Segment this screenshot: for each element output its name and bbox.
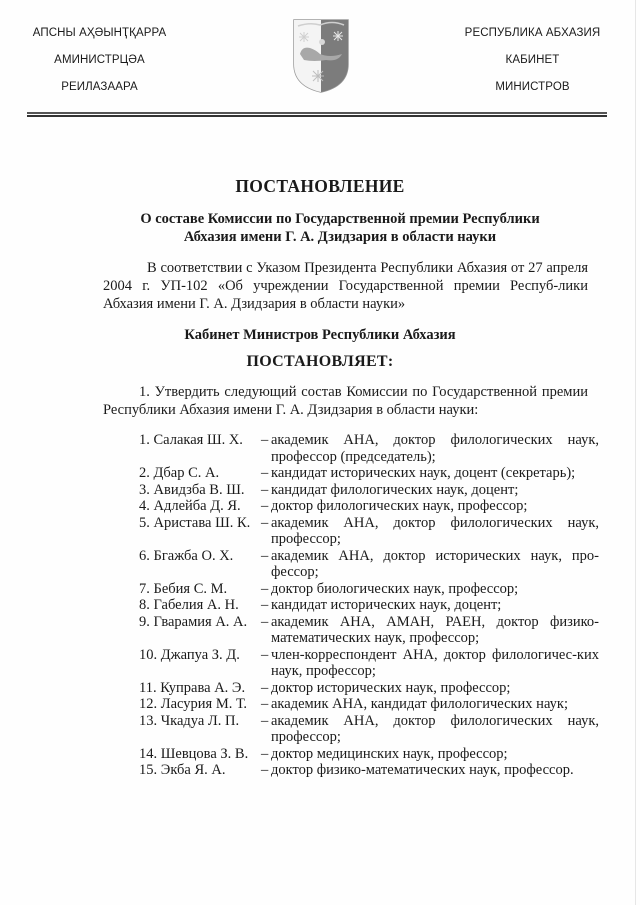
member-name: 5. Аристава Ш. К. — [139, 514, 251, 531]
decree-heading: ПОСТАНОВЛЯЕТ: — [246, 353, 394, 370]
member-row — [139, 548, 599, 581]
member-description: – академик АНА, доктор филологических наук, профессор (председатель); — [261, 432, 599, 465]
preamble-paragraph: В соответствии с Указом Президента Республики Абхазия от 27 апреля 2004 г. УП-102 «Об учреждении Государственной премии Респуб-лики Абхазия имени Г. А. Дзидзария в области науки» — [103, 260, 588, 312]
header-right-line-3: МИНИСТРОВ — [495, 81, 570, 93]
item-1-paragraph: 1. Утвердить следующий состав Комиссии по Государственной премии Республики Абхазия имени Г. А. Дзидзария в области науки: — [103, 384, 588, 418]
document-subtitle — [90, 210, 590, 246]
member-name: 7. Бебия С. М. — [139, 580, 228, 597]
member-description: – доктор физико-математических наук, профессор. — [261, 762, 574, 778]
member-description: – член-корреспондент АНА, доктор филологичес-ких наук, профессор; — [261, 646, 599, 679]
member-row — [139, 762, 599, 779]
coat-of-arms-icon — [290, 16, 352, 94]
header-right-line-1: РЕСПУБЛИКА АБХАЗИЯ — [464, 27, 601, 39]
member-row — [139, 614, 599, 647]
member-description: – кандидат исторических наук, доцент (секретарь); — [261, 465, 576, 481]
header-russian — [450, 26, 615, 107]
member-name: 1. Салакая Ш. Х. — [139, 432, 243, 448]
issuer-heading: Кабинет Министров Республики Абхазия — [184, 327, 456, 343]
commission-members-list — [139, 432, 599, 779]
member-description: – академик АНА, доктор филологических наук, профессор; — [261, 712, 599, 745]
member-description: – академик АНА, кандидат филологических наук; — [261, 696, 568, 712]
member-description: – академик АНА, доктор исторических наук, про-фессор; — [261, 547, 599, 580]
member-name: 2. Дбар С. А. — [139, 465, 220, 481]
header-abkhaz — [22, 26, 177, 107]
member-row — [139, 498, 599, 515]
member-row — [139, 432, 599, 465]
member-name: 8. Габелия А. Н. — [139, 597, 239, 613]
member-name: 11. Куправа А. Э. — [139, 679, 246, 696]
member-row — [139, 581, 599, 598]
page-edge — [635, 0, 636, 905]
member-row — [139, 482, 599, 499]
header-left-line-1: АПСНЫ АҲӘЫНҬҚАРРА — [32, 27, 167, 39]
header-divider-thick — [27, 112, 607, 114]
document-title: ПОСТАНОВЛЕНИЕ — [235, 176, 405, 196]
header-left-line-3: РЕИЛАЗААРА — [61, 81, 138, 93]
header-left-line-2: АМИНИСТРЦӘА — [54, 54, 145, 66]
member-name: 4. Адлейба Д. Я. — [139, 498, 241, 514]
member-row — [139, 746, 599, 763]
member-name: 13. Чкадуа Л. П. — [139, 712, 240, 729]
member-description: – доктор биологических наук, профессор; — [261, 580, 519, 597]
member-name: 12. Ласурия М. Т. — [139, 696, 247, 712]
header-right-line-2: КАБИНЕТ — [505, 54, 560, 66]
header-divider-thin — [27, 115, 607, 117]
member-description: – академик АНА, доктор филологических наук, профессор; — [261, 514, 599, 547]
member-description: – академик АНА, АМАН, РАЕН, доктор физико-математических наук, профессор; — [261, 613, 599, 646]
subtitle-line-2: Абхазия имени Г. А. Дзидзария в области науки — [183, 229, 497, 245]
member-description: – доктор исторических наук, профессор; — [261, 679, 511, 696]
member-name: 14. Шевцова З. В. — [139, 745, 249, 762]
member-description: – кандидат исторических наук, доцент; — [261, 597, 502, 613]
member-row — [139, 680, 599, 697]
member-name: 9. Гварамия А. А. — [139, 613, 248, 630]
subtitle-line-1: О составе Комиссии по Государственной премии Республики — [140, 211, 540, 227]
member-row — [139, 597, 599, 614]
member-description: – доктор медицинских наук, профессор; — [261, 745, 508, 762]
member-row — [139, 696, 599, 713]
member-name: 10. Джапуа З. Д. — [139, 646, 240, 663]
member-description: – кандидат филологических наук, доцент; — [261, 481, 519, 498]
member-row — [139, 713, 599, 746]
member-name: 3. Авидзба В. Ш. — [139, 481, 245, 498]
member-row — [139, 465, 599, 482]
member-row — [139, 515, 599, 548]
member-row — [139, 647, 599, 680]
member-name: 15. Экба Я. А. — [139, 762, 226, 778]
member-description: – доктор филологических наук, профессор; — [261, 498, 528, 514]
member-name: 6. Бгажба О. Х. — [139, 547, 234, 564]
